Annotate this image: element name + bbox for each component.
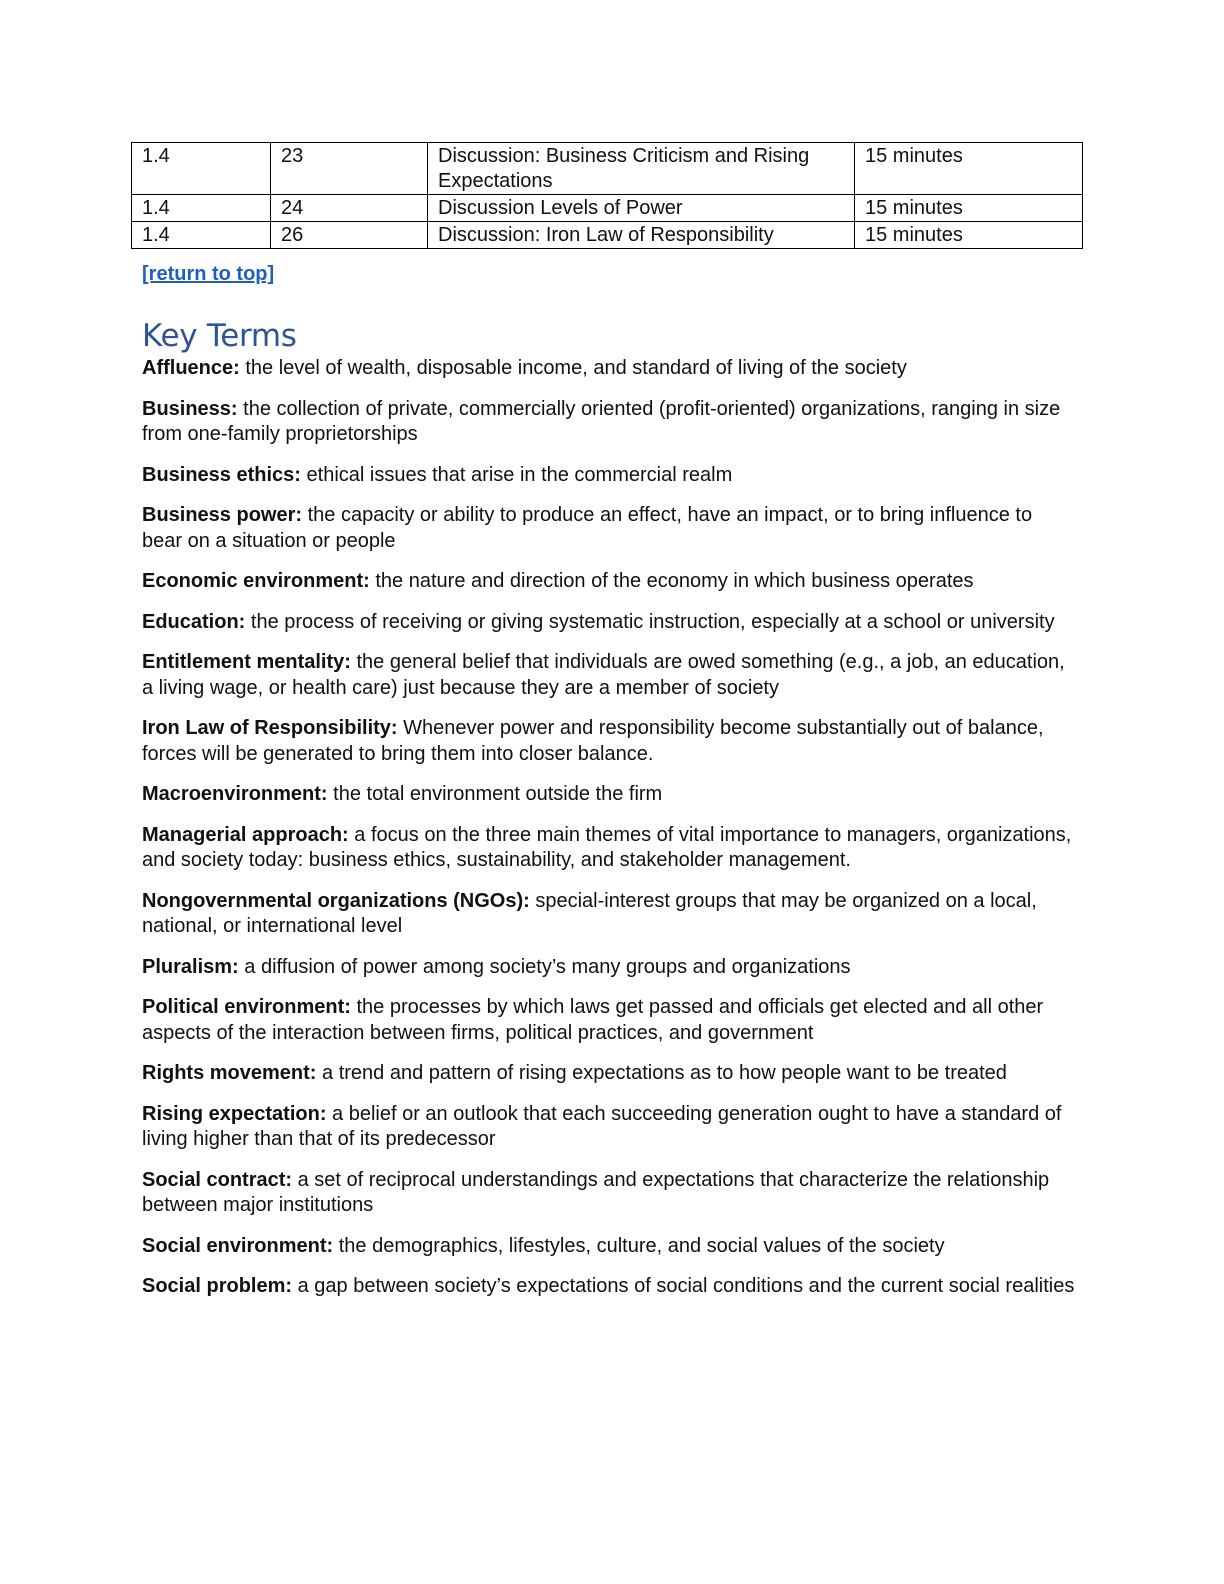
- table-cell-time: 15 minutes: [855, 222, 1083, 249]
- glossary-entry: [142, 889, 1077, 940]
- glossary-entry: [142, 610, 1077, 636]
- glossary-entry: [142, 1234, 1077, 1260]
- term-name: Education:: [142, 610, 246, 633]
- glossary-entry: [142, 823, 1077, 874]
- glossary-entry: [142, 1168, 1077, 1219]
- glossary-entry: [142, 1061, 1077, 1087]
- term-definition: the total environment outside the firm: [327, 783, 663, 805]
- term-definition: the general belief that individuals are owed something (e.g., a job, an education, a living wage, or health care) just because they are a member of society: [142, 651, 1065, 699]
- term-name: Economic environment:: [142, 570, 370, 592]
- term-name: Pluralism:: [142, 955, 239, 978]
- glossary-entry: [142, 650, 1077, 701]
- glossary-entry: [142, 716, 1077, 767]
- term-name: Social problem:: [142, 1275, 293, 1297]
- term-definition: the level of wealth, disposable income, and standard of living of the society: [239, 357, 907, 379]
- term-definition: the nature and direction of the economy in which business operates: [369, 570, 974, 592]
- glossary-entry: [142, 782, 1077, 808]
- table-cell-section: 1.4: [132, 143, 271, 195]
- term-definition: the collection of private, commercially oriented (profit-oriented) organizations, ranging in size from one-family proprietorships: [142, 397, 1061, 445]
- term-definition: special-interest groups that may be organized on a local, national, or international level: [142, 889, 1037, 937]
- term-name: Business power:: [142, 504, 303, 526]
- table-cell-activity: Discussion: Business Criticism and Rising Expectations: [428, 143, 855, 195]
- table-cell-page: 26: [271, 222, 428, 249]
- glossary-entry: [142, 1102, 1077, 1153]
- table-row: [132, 143, 1083, 195]
- term-definition: a trend and pattern of rising expectations as to how people want to be treated: [316, 1062, 1007, 1084]
- term-definition: a belief or an outlook that each succeeding generation ought to have a standard of living higher than that of its predecessor: [142, 1102, 1062, 1150]
- table-cell-section: 1.4: [132, 195, 271, 222]
- term-definition: a diffusion of power among society’s many groups and organizations: [238, 955, 851, 978]
- term-name: Iron Law of Responsibility:: [142, 717, 398, 739]
- term-definition: Whenever power and responsibility become substantially out of balance, forces will be generated to bring them into closer balance.: [142, 717, 1044, 765]
- term-name: Nongovernmental organizations (NGOs):: [142, 889, 530, 912]
- term-name: Entitlement mentality:: [142, 651, 351, 673]
- table-cell-page: 24: [271, 195, 428, 222]
- term-name: Business:: [142, 397, 238, 420]
- glossary-entry: [142, 955, 1077, 981]
- key-terms-list: [142, 356, 1077, 1315]
- term-name: Affluence:: [142, 357, 240, 379]
- glossary-entry: [142, 569, 1077, 595]
- table-cell-time: 15 minutes: [855, 143, 1083, 195]
- glossary-entry: [142, 356, 1077, 382]
- term-definition: the demographics, lifestyles, culture, and social values of the society: [333, 1234, 945, 1257]
- term-definition: the capacity or ability to produce an effect, have an impact, or to bring influence to bear on a situation or people: [142, 504, 1033, 552]
- term-name: Rising expectation:: [142, 1102, 327, 1125]
- table-cell-page: 23: [271, 143, 428, 195]
- term-name: Political environment:: [142, 996, 351, 1018]
- glossary-entry: [142, 463, 1077, 489]
- term-definition: the process of receiving or giving systematic instruction, especially at a school or university: [245, 610, 1055, 633]
- term-name: Rights movement:: [142, 1062, 317, 1084]
- activity-table: [131, 142, 1083, 249]
- term-name: Macroenvironment:: [142, 783, 328, 805]
- term-definition: the processes by which laws get passed and officials get elected and all other aspects of the interaction between firms, political practices, and government: [142, 996, 1044, 1044]
- term-name: Social contract:: [142, 1168, 293, 1191]
- glossary-entry: [142, 995, 1077, 1046]
- glossary-entry: [142, 503, 1077, 554]
- return-to-top-link[interactable]: [return to top]: [142, 263, 275, 285]
- term-definition: ethical issues that arise in the commercial realm: [300, 463, 733, 486]
- term-name: Social environment:: [142, 1234, 334, 1257]
- glossary-entry: [142, 1274, 1077, 1300]
- glossary-entry: [142, 397, 1077, 448]
- term-definition: a gap between society’s expectations of social conditions and the current social realities: [292, 1275, 1075, 1297]
- term-name: Managerial approach:: [142, 823, 349, 846]
- table-cell-activity: Discussion Levels of Power: [428, 195, 855, 222]
- table-cell-section: 1.4: [132, 222, 271, 249]
- table-row: [132, 195, 1083, 222]
- table-cell-time: 15 minutes: [855, 195, 1083, 222]
- term-definition: a set of reciprocal understandings and expectations that characterize the relationship between major institutions: [142, 1168, 1050, 1216]
- table-row: [132, 222, 1083, 249]
- table-cell-activity: Discussion: Iron Law of Responsibility: [428, 222, 855, 249]
- term-definition: a focus on the three main themes of vital importance to managers, organizations, and society today: business ethics, sustainability, and stakeholder management.: [142, 823, 1072, 871]
- section-heading: Key Terms: [142, 318, 297, 354]
- term-name: Business ethics:: [142, 463, 301, 486]
